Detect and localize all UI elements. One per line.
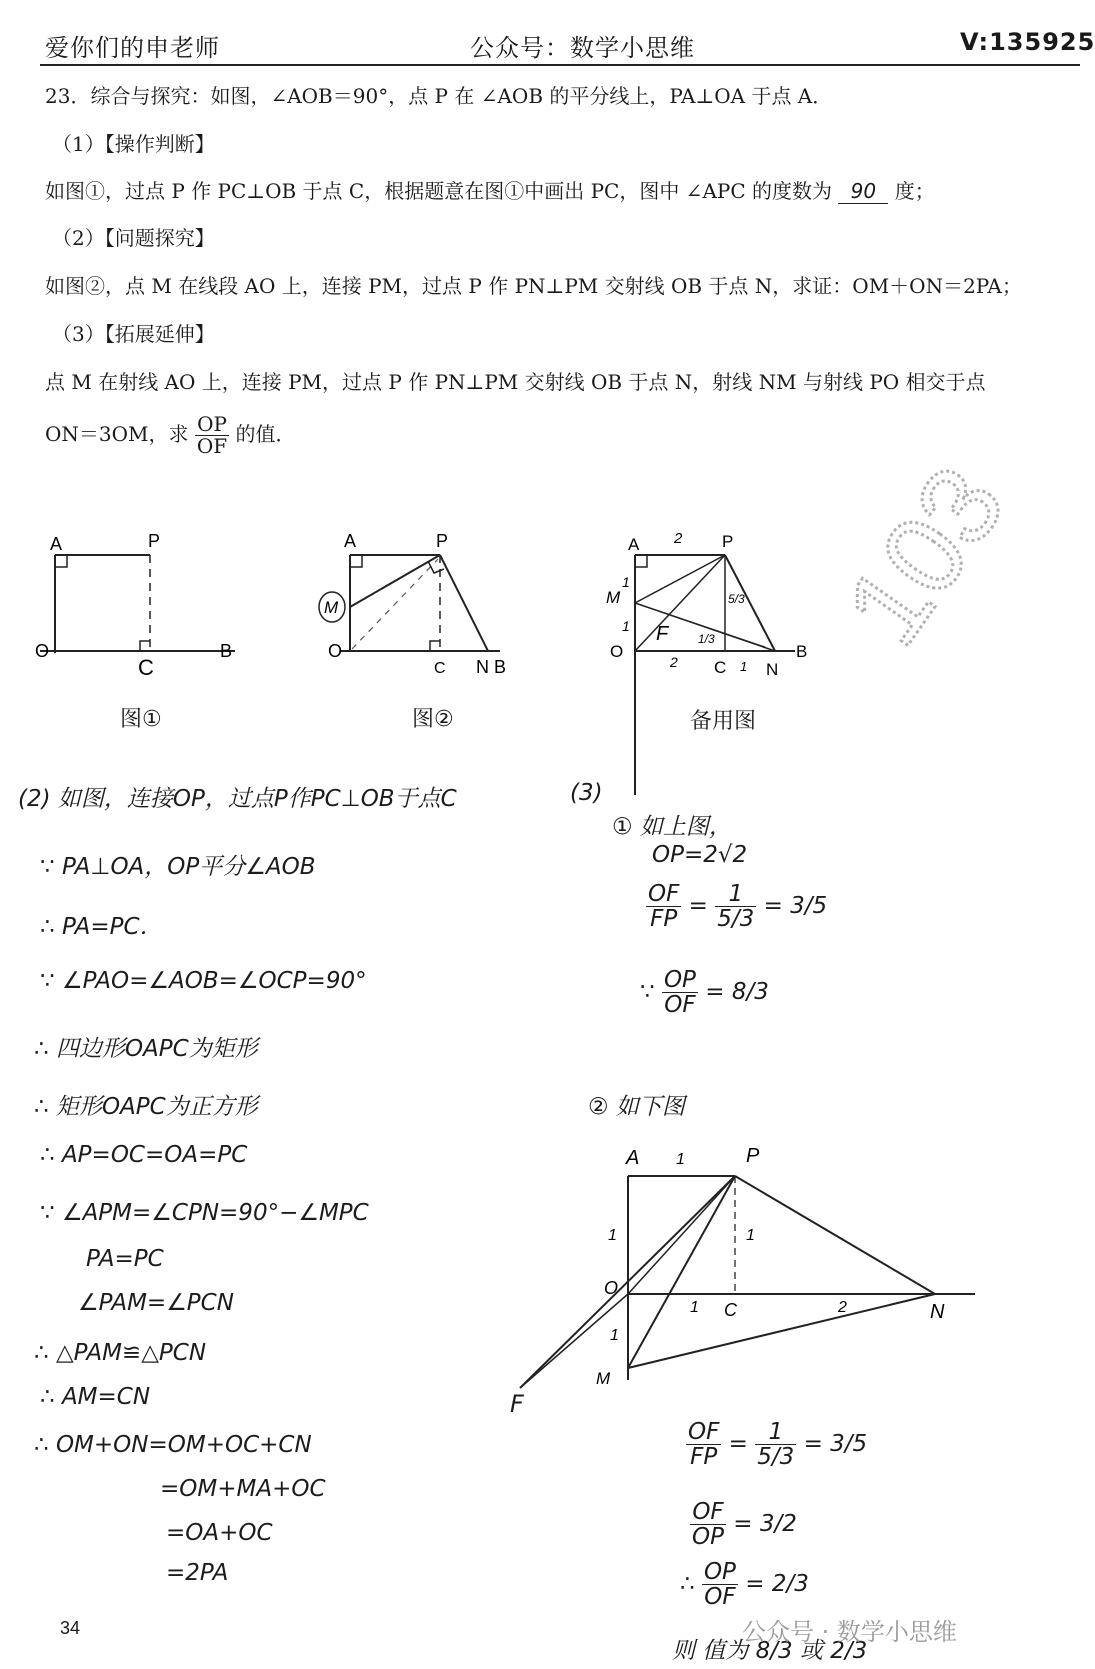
hw-label-m: M — [596, 1369, 611, 1388]
hw-mark-cn: 2 — [838, 1299, 847, 1316]
part3-end: 的值． — [235, 422, 296, 446]
header-right: V:135925 — [960, 28, 1095, 56]
hw-label-o: O — [604, 1278, 619, 1298]
sol-left-line-4: ∵ ∠PAO=∠AOB=∠OCP=90° — [40, 968, 367, 994]
part3-fraction — [195, 414, 229, 457]
fig3-mark-am: 1 — [622, 574, 630, 590]
fig3-label-a: A — [628, 535, 640, 554]
fig3-label-b: B — [796, 642, 808, 661]
sol-left-line-12: ∴ AM=CN — [40, 1384, 151, 1410]
r6-num: OF — [688, 1419, 720, 1445]
fig2-label-m: M — [324, 598, 339, 617]
figure-1 — [30, 525, 250, 680]
r8-den: OF — [704, 1584, 736, 1611]
hw-label-n: N — [930, 1301, 945, 1323]
r6-mid-den: 5/3 — [757, 1444, 795, 1471]
fig3-mark-fc: 1/3 — [698, 632, 715, 646]
fig3-label-n: N — [766, 660, 779, 679]
part3-text: 点 M 在射线 AO 上，连接 PM，过点 P 作 PN⊥PM 交射线 OB 于点 N，射线 NM 与射线 PO 相交于点 — [45, 370, 986, 394]
fig3-mark-cn: 1 — [740, 659, 748, 674]
fig2-label-b: B — [494, 657, 507, 677]
sol-right-tag: (3) — [570, 780, 603, 806]
part2-title: （2）【问题探究】 — [52, 226, 215, 250]
fig1-label-a: A — [50, 534, 63, 554]
part1-text — [45, 175, 935, 204]
part1-suffix: 度； — [894, 179, 935, 203]
sol-right-line-9: 则 值为 8/3 或 2/3 — [672, 1638, 868, 1664]
header-center: 公众号：数学小思维 — [470, 34, 695, 62]
footer-watermark: 公众号 · 数学小思维 — [742, 1618, 957, 1646]
sol-left-line-2: ∵ PA⊥OA，OP平分∠AOB — [40, 854, 316, 880]
fig2-label-a: A — [344, 531, 357, 551]
figure-1-caption: 图① — [120, 707, 162, 732]
part1-title: （1）【操作判断】 — [52, 132, 215, 156]
fig1-label-o: O — [35, 641, 50, 661]
fig2-label-c: C — [434, 660, 446, 677]
fig2-label-o: O — [328, 641, 343, 661]
sol-left-line-16: =2PA — [166, 1560, 229, 1586]
sol-right-line-3: $\frac{OF}{FP}$ = $\frac{1}{5/3}$ = 3/5 — [648, 881, 828, 933]
part1-question: 如图①，过点 P 作 PC⊥OB 于点 C，根据题意在图①中画出 PC，图中 ∠APC 的度数为 — [45, 179, 833, 203]
r3-mid-den: 5/3 — [717, 906, 755, 933]
r3-mid-num: 1 — [715, 882, 756, 907]
fig1-label-c: C — [138, 655, 154, 680]
sol-left-line-7: ∴ AP=OC=OA=PC — [40, 1142, 248, 1168]
fig3-mark-ap: 2 — [674, 530, 683, 547]
part1-answer: 90 — [838, 179, 888, 204]
part3-frac-num: OP — [195, 414, 229, 436]
r6-mid-num: 1 — [755, 1420, 796, 1445]
hw-mark-om: 1 — [610, 1327, 619, 1344]
fig3-label-c: C — [714, 658, 727, 677]
fig3-label-p: P — [722, 532, 734, 551]
sol-right-line-6: $\frac{OF}{FP}$ = $\frac{1}{5/3}$ = 3/5 — [688, 1419, 868, 1471]
part3-frac-den: OF — [196, 434, 228, 458]
r7-num: OF — [690, 1500, 726, 1525]
part3-title: （3）【拓展延伸】 — [52, 322, 215, 346]
hw-mark-oc: 1 — [690, 1299, 699, 1316]
sol-left-line-13: ∴ OM+ON=OM+OC+CN — [34, 1432, 312, 1458]
figure-3-caption: 备用图 — [690, 709, 757, 734]
r7-den: OP — [692, 1524, 724, 1551]
r8-num: OP — [703, 1559, 736, 1585]
r4-num: OP — [663, 967, 696, 993]
header-left: 爱你们的申老师 — [45, 34, 220, 62]
hw-mark-ao: 1 — [608, 1227, 617, 1244]
r3-num: OF — [648, 881, 680, 907]
sol-left-line-8: ∵ ∠APM=∠CPN=90°−∠MPC — [40, 1200, 369, 1226]
sol-right-line-7: $\frac{OF}{OP}$ = 3/2 — [692, 1499, 797, 1551]
sol-right-line-5: ② 如下图 — [588, 1094, 685, 1120]
page-number: 34 — [60, 1618, 81, 1638]
sol-left-line-14: =OM+MA+OC — [160, 1476, 326, 1502]
header-divider — [40, 64, 1080, 66]
sol-left-line-9: PA=PC — [86, 1246, 164, 1272]
fig3-mark-mo: 1 — [622, 618, 630, 634]
sol-left-line-10: ∠PAM=∠PCN — [78, 1290, 234, 1316]
sol-right-line-2: OP=2√2 — [652, 842, 748, 868]
r4-result: 8/3 — [731, 979, 769, 1006]
fig1-label-p: P — [148, 531, 161, 551]
hw-mark-pc: 1 — [746, 1227, 755, 1244]
fig3-mark-pf: 5/3 — [728, 592, 745, 606]
sol-left-line-1: (2) 如图，连接OP，过点P作PC⊥OB于点C — [18, 786, 457, 812]
r3-result: 3/5 — [790, 893, 828, 920]
sol-left-line-15: =OA+OC — [166, 1520, 273, 1546]
fig2-label-n: N — [476, 657, 489, 677]
sol-left-line-3: ∴ PA=PC． — [40, 914, 163, 940]
hw-label-f: F — [510, 1390, 524, 1418]
fig3-label-m: M — [606, 588, 621, 607]
sol-left-line-5: ∴ 四边形OAPC为矩形 — [34, 1036, 258, 1062]
figure-handwritten — [520, 1140, 980, 1390]
hw-label-c: C — [724, 1300, 737, 1320]
sol-right-line-8: ∴ $\frac{OP}{OF}$ = 2/3 — [680, 1559, 809, 1611]
hw-label-p: P — [746, 1145, 760, 1167]
sol-left-line-11: ∴ △PAM≌△PCN — [34, 1340, 207, 1366]
stamp-watermark — [808, 445, 1029, 666]
problem-stem: 23．综合与探究：如图，∠AOB＝90°，点 P 在 ∠AOB 的平分线上，PA⊥OA 于点 A． — [45, 84, 833, 108]
stamp-text: 103 — [821, 445, 1029, 666]
fig3-label-f: F — [656, 623, 669, 645]
r7-result: 3/2 — [759, 1511, 797, 1538]
hw-label-a: A — [626, 1147, 640, 1169]
fig2-label-p: P — [436, 531, 449, 551]
part3-cond-text: ON＝3OM，求 — [45, 422, 189, 446]
r4-den: OF — [664, 992, 696, 1019]
fig3-mark-oc: 2 — [670, 654, 678, 670]
figure-2-caption: 图② — [412, 707, 454, 732]
sol-left-line-6: ∴ 矩形OAPC为正方形 — [34, 1094, 258, 1120]
fig3-label-o: O — [610, 642, 624, 661]
figure-3-backup — [590, 525, 830, 805]
fig1-label-b: B — [220, 641, 233, 661]
sol-right-line-4: ∵ $\frac{OP}{OF}$ = 8/3 — [640, 967, 769, 1019]
part3-condition — [45, 414, 296, 457]
r3-den: FP — [650, 906, 678, 933]
hw-mark-ap: 1 — [676, 1151, 685, 1168]
sol-right-line-1: ① 如上图， — [612, 814, 732, 840]
part2-text: 如图②，点 M 在线段 AO 上，连接 PM，过点 P 作 PN⊥PM 交射线 OB 于点 N，求证：OM＋ON＝2PA； — [45, 274, 1022, 298]
r8-result: 2/3 — [771, 1571, 809, 1598]
r6-result: 3/5 — [830, 1431, 868, 1458]
r6-den: FP — [690, 1444, 718, 1471]
figure-2 — [310, 525, 530, 677]
